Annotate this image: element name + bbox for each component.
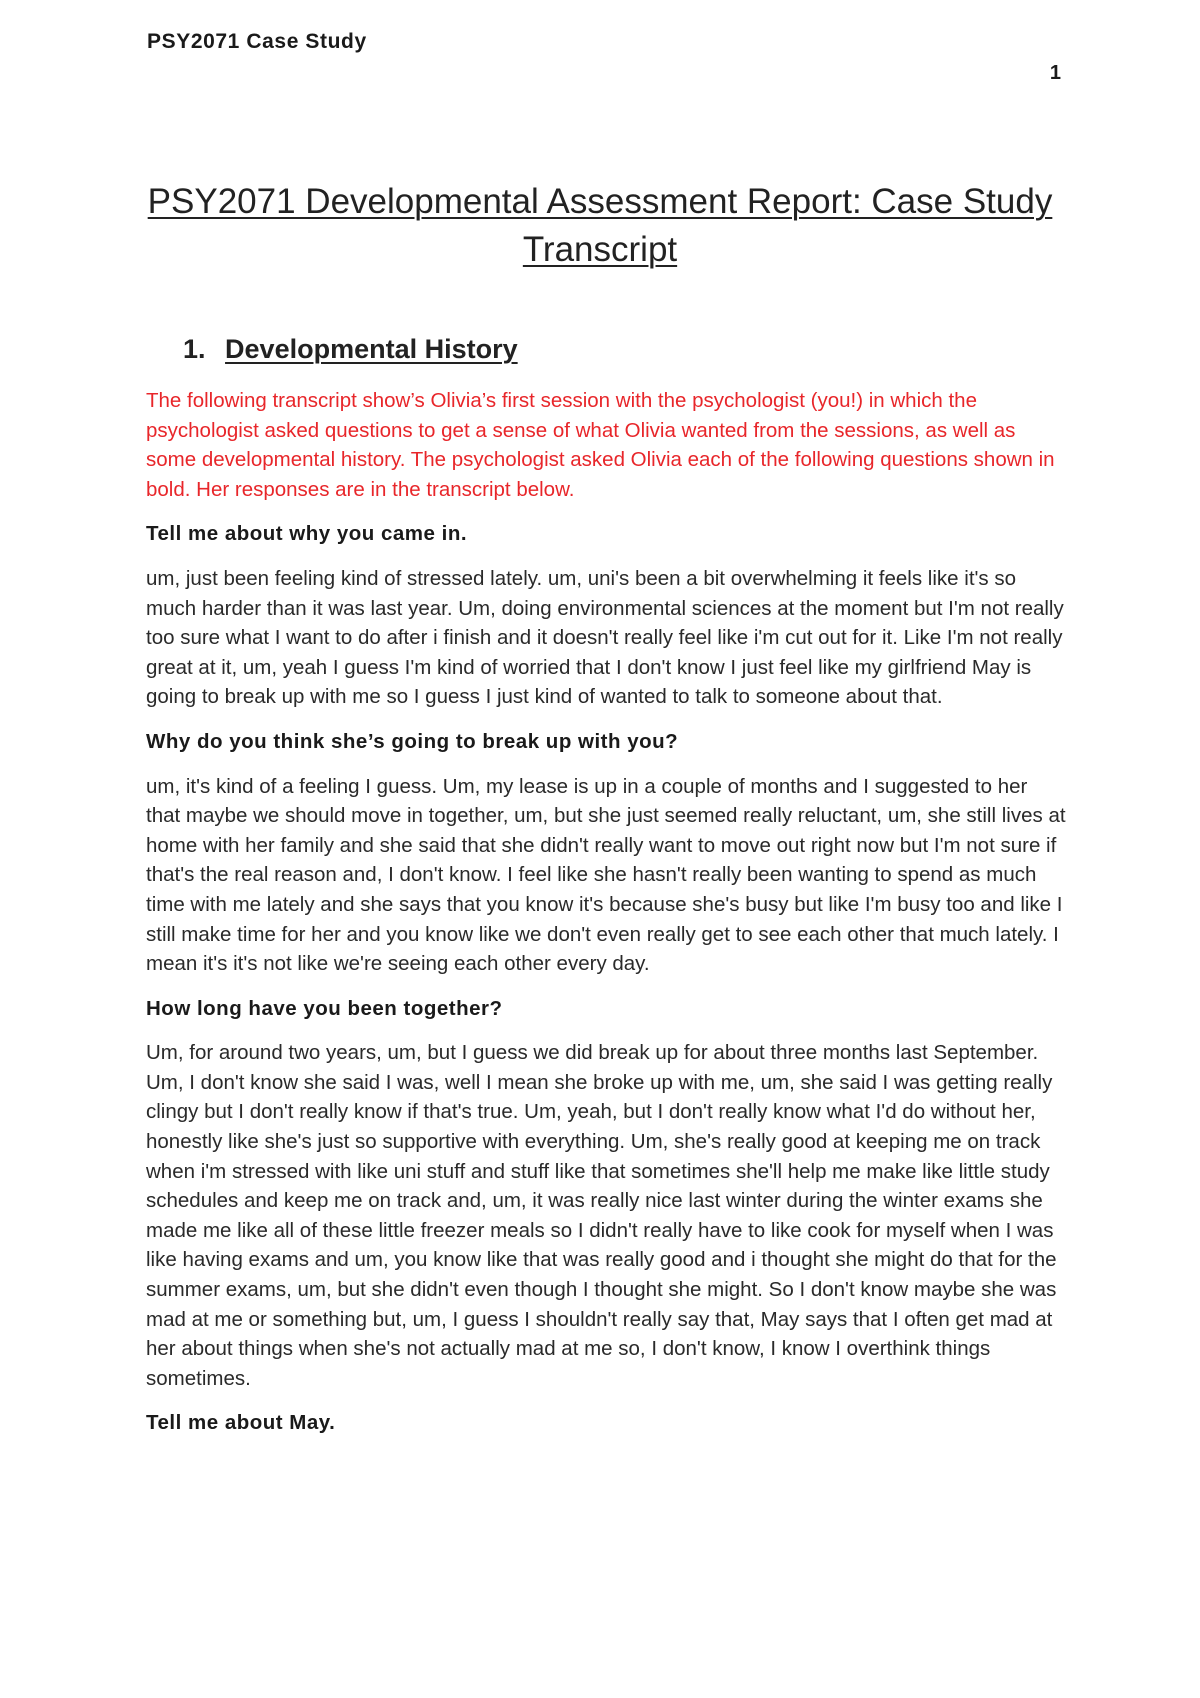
- question-2: Why do you think she’s going to break up with you?: [146, 729, 679, 753]
- question-3: How long have you been together?: [146, 996, 503, 1020]
- section-title: Developmental History: [225, 334, 518, 364]
- document-title: PSY2071 Developmental Assessment Report: Case Study Transcript: [147, 182, 1053, 269]
- section-heading: [183, 334, 518, 365]
- answer-3: Um, for around two years, um, but I guess we did break up for about three months last September. Um, I don't know she said I was, well I mean she broke up with me, um, she said I was getting really clingy but I don't really know if that's true. Um, yeah, but I don't really know what I'd do without her, honestly like she's just so supportive with everything. Um, she's really good at keeping me on track when i'm stressed with like uni stuff and stuff like that sometimes she'll help me make like little study schedules and keep me on track and, um, it was really nice last winter during the winter exams she made me like all of these little freezer meals so I didn't really have to like cook for myself when I was like having exams and um, you know like that was really good and i thought she might do that for the summer exams, um, but she didn't even though I thought she might. So I don't know maybe she was mad at me or something but, um, I guess I shouldn't really say that, May says that I often get mad at her about things when she's not actually mad at me so, I don't know, I know I overthink things sometimes.: [146, 1041, 1057, 1390]
- intro-paragraph: The following transcript show’s Olivia’s first session with the psychologist (you!) in which the psychologist asked questions to get a sense of what Olivia wanted from the sessions, as well as some developmental history. The psychologist asked Olivia each of the following questions shown in bold. Her responses are in the transcript below.: [146, 389, 1055, 501]
- section-number: 1.: [183, 334, 206, 364]
- question-1: Tell me about why you came in.: [146, 522, 468, 546]
- page-number: 1: [1049, 62, 1061, 84]
- running-header: PSY2071 Case Study: [147, 30, 367, 53]
- answer-1: um, just been feeling kind of stressed lately. um, uni's been a bit overwhelming it feels like it's so much harder than it was last year. Um, doing environmental sciences at the moment but I'm not really too sure what I want to do after i finish and it doesn't really feel like i'm cut out for it. Like I'm not really great at it, um, yeah I guess I'm kind of worried that I don't know I just feel like my girlfriend May is going to break up with me so I guess I just kind of wanted to talk to someone about that.: [146, 566, 1064, 709]
- answer-2: um, it's kind of a feeling I guess. Um, my lease is up in a couple of months and I suggested to her that maybe we should move in together, um, but she just seemed really reluctant, um, she still lives at home with her family and she said that she didn't really want to move out right now but I'm not sure if that's the real reason and, I don't know. I feel like she hasn't really been wanting to spend as much time with me lately and she says that you know it's because she's busy but like I'm busy too and like I still make time for her and you know like we don't even really get to see each other that much lately. I mean it's it's not like we're seeing each other every day.: [146, 774, 1066, 976]
- question-4: Tell me about May.: [146, 1411, 336, 1435]
- transcript-body: [146, 386, 1066, 1453]
